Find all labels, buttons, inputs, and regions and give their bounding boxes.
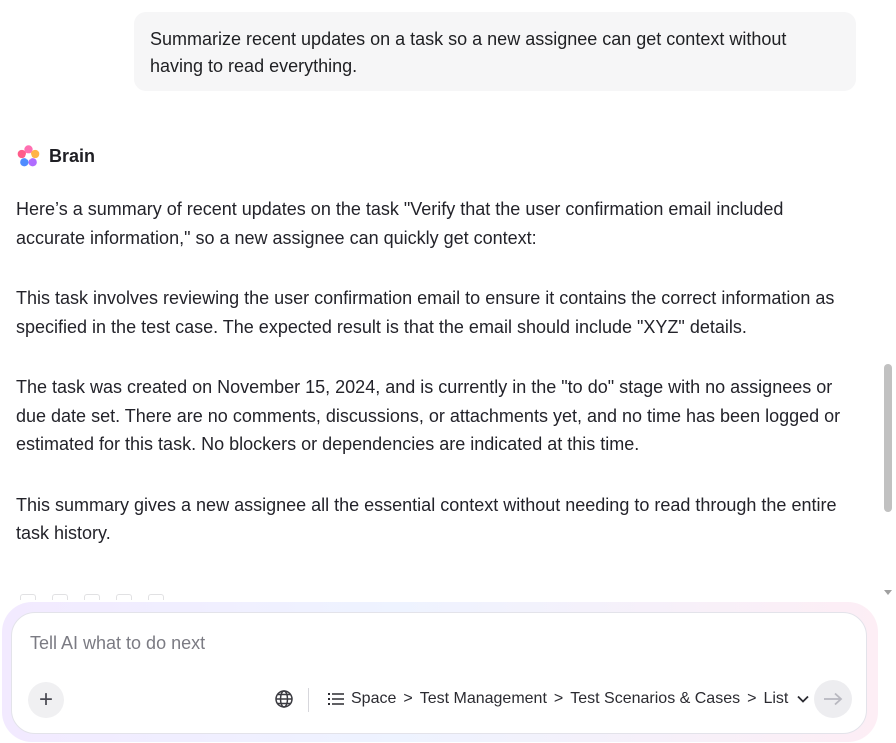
scrollbar-thumb[interactable]: [884, 364, 892, 512]
response-paragraph: Here’s a summary of recent updates on the task "Verify that the user confirmation email included accurate information," so a new assignee can quickly get context:: [16, 199, 784, 248]
add-button[interactable]: [28, 682, 64, 718]
prompt-input[interactable]: [30, 633, 730, 654]
user-message-bubble: Summarize recent updates on a task so a new assignee can get context without having to read everything.: [134, 12, 856, 91]
response-actions-faded: [20, 594, 164, 600]
breadcrumb-test-scenarios: Test Scenarios & Cases: [570, 690, 741, 707]
list-icon: [328, 692, 344, 706]
breadcrumb-separator: >: [747, 690, 757, 707]
breadcrumb-test-management: Test Management: [419, 690, 547, 707]
composer: [11, 612, 867, 734]
breadcrumb-separator: >: [553, 690, 564, 707]
scrollbar[interactable]: [880, 0, 896, 605]
breadcrumb-list: List: [763, 690, 789, 707]
share-icon[interactable]: [148, 594, 164, 600]
toolbar-divider: [308, 688, 309, 712]
web-search-button[interactable]: [273, 688, 295, 710]
thumbs-up-icon[interactable]: [52, 594, 68, 600]
send-button[interactable]: [814, 680, 852, 718]
globe-icon: [274, 689, 294, 709]
response-paragraph: The task was created on November 15, 2024, and is currently in the "to do" stage with no assignees or due date set. There are no comments, discussions, or attachments yet, and no time has been logged or estimated for this task. No blockers or dependencies are indicated at this time.: [16, 377, 841, 454]
chevron-down-icon: [797, 695, 809, 703]
response-paragraph: This summary gives a new assignee all the essential context without needing to read through the entire task history.: [16, 494, 837, 543]
retry-icon[interactable]: [116, 594, 132, 600]
breadcrumb-separator: >: [403, 690, 413, 707]
assistant-response: [16, 195, 856, 580]
scroll-down-arrow-icon[interactable]: [884, 590, 892, 595]
assistant-header: [16, 144, 95, 169]
assistant-name: Brain: [49, 146, 96, 166]
copy-icon[interactable]: [20, 594, 36, 600]
breadcrumb-space: Space: [351, 690, 397, 707]
location-selector[interactable]: [328, 687, 809, 711]
response-paragraph: This task involves reviewing the user confirmation email to ensure it contains the correct information as specified in the test case. The expected result is that the email should include "XYZ" details.: [16, 288, 835, 337]
brain-logo-icon: [16, 144, 41, 169]
plus-icon: +: [38, 686, 53, 713]
arrow-right-icon: [823, 692, 843, 706]
thumbs-down-icon[interactable]: [84, 594, 100, 600]
